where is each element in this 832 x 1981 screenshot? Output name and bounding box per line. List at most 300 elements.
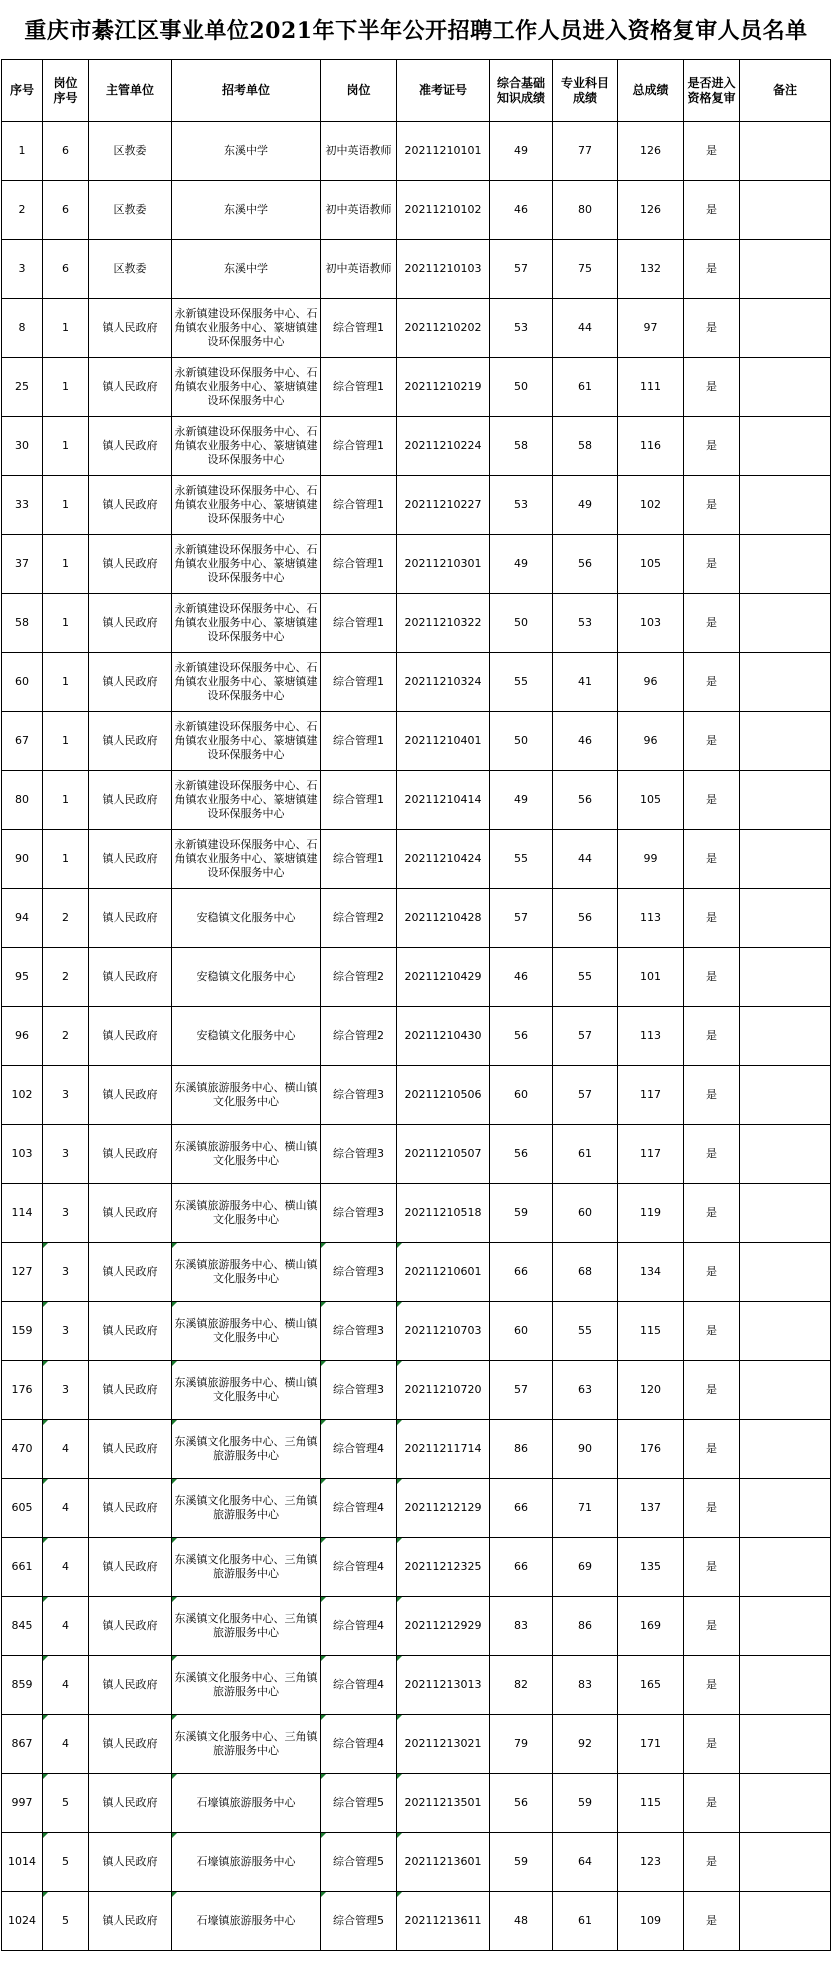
cell-dept: 镇人民政府 bbox=[89, 830, 172, 889]
cell-no: 1014 bbox=[2, 1833, 43, 1892]
cell-note bbox=[740, 1184, 831, 1243]
cell-unit: 永新镇建设环保服务中心、石角镇农业服务中心、篆塘镇建设环保服务中心 bbox=[172, 417, 321, 476]
cell-ticket: 20211210414 bbox=[397, 771, 490, 830]
cell-ticket: 20211210102 bbox=[397, 181, 490, 240]
cell-basic-score: 50 bbox=[490, 712, 553, 771]
cell-ticket: 20211210601 bbox=[397, 1243, 490, 1302]
cell-note bbox=[740, 1007, 831, 1066]
cell-post-no: 3 bbox=[43, 1361, 89, 1420]
cell-review: 是 bbox=[684, 1184, 740, 1243]
cell-note bbox=[740, 1302, 831, 1361]
cell-ticket: 20211213601 bbox=[397, 1833, 490, 1892]
header-line: 招考单位 bbox=[221, 83, 270, 97]
cell-review: 是 bbox=[684, 653, 740, 712]
cell-post-no: 6 bbox=[43, 122, 89, 181]
cell-note bbox=[740, 948, 831, 1007]
cell-prof-score: 61 bbox=[553, 1125, 618, 1184]
cell-review: 是 bbox=[684, 1007, 740, 1066]
cell-review: 是 bbox=[684, 1125, 740, 1184]
cell-basic-score: 86 bbox=[490, 1420, 553, 1479]
cell-ticket: 20211212325 bbox=[397, 1538, 490, 1597]
cell-total-score: 126 bbox=[618, 181, 684, 240]
cell-total-score: 96 bbox=[618, 712, 684, 771]
header-row bbox=[2, 60, 831, 122]
table-row bbox=[2, 889, 831, 948]
cell-dept: 镇人民政府 bbox=[89, 1479, 172, 1538]
table-row bbox=[2, 1007, 831, 1066]
cell-total-score: 176 bbox=[618, 1420, 684, 1479]
cell-ticket: 20211210428 bbox=[397, 889, 490, 948]
cell-total-score: 111 bbox=[618, 358, 684, 417]
cell-no: 867 bbox=[2, 1715, 43, 1774]
cell-ticket: 20211210227 bbox=[397, 476, 490, 535]
cell-total-score: 101 bbox=[618, 948, 684, 1007]
cell-note bbox=[740, 1066, 831, 1125]
cell-position: 综合管理5 bbox=[321, 1892, 397, 1951]
cell-basic-score: 55 bbox=[490, 830, 553, 889]
table-row bbox=[2, 1597, 831, 1656]
cell-unit: 永新镇建设环保服务中心、石角镇农业服务中心、篆塘镇建设环保服务中心 bbox=[172, 771, 321, 830]
cell-review: 是 bbox=[684, 712, 740, 771]
cell-dept: 区教委 bbox=[89, 240, 172, 299]
cell-review: 是 bbox=[684, 1656, 740, 1715]
cell-no: 58 bbox=[2, 594, 43, 653]
cell-basic-score: 50 bbox=[490, 358, 553, 417]
cell-unit: 永新镇建设环保服务中心、石角镇农业服务中心、篆塘镇建设环保服务中心 bbox=[172, 299, 321, 358]
col-header-no bbox=[2, 60, 43, 122]
cell-position: 综合管理3 bbox=[321, 1066, 397, 1125]
cell-position: 综合管理1 bbox=[321, 299, 397, 358]
cell-post-no: 4 bbox=[43, 1715, 89, 1774]
cell-no: 37 bbox=[2, 535, 43, 594]
cell-ticket: 20211210429 bbox=[397, 948, 490, 1007]
cell-ticket: 20211210703 bbox=[397, 1302, 490, 1361]
cell-ticket: 20211210103 bbox=[397, 240, 490, 299]
cell-post-no: 3 bbox=[43, 1302, 89, 1361]
cell-review: 是 bbox=[684, 1597, 740, 1656]
table-row bbox=[2, 417, 831, 476]
header-line: 知识成绩 bbox=[496, 90, 545, 105]
cell-unit: 永新镇建设环保服务中心、石角镇农业服务中心、篆塘镇建设环保服务中心 bbox=[172, 594, 321, 653]
table-row bbox=[2, 1420, 831, 1479]
table-row bbox=[2, 1066, 831, 1125]
cell-prof-score: 41 bbox=[553, 653, 618, 712]
cell-prof-score: 61 bbox=[553, 1892, 618, 1951]
cell-total-score: 96 bbox=[618, 653, 684, 712]
cell-dept: 镇人民政府 bbox=[89, 1302, 172, 1361]
cell-position: 综合管理4 bbox=[321, 1656, 397, 1715]
cell-post-no: 3 bbox=[43, 1184, 89, 1243]
cell-position: 综合管理1 bbox=[321, 535, 397, 594]
cell-position: 综合管理4 bbox=[321, 1597, 397, 1656]
table-row bbox=[2, 653, 831, 712]
col-header-prof-score bbox=[553, 60, 618, 122]
cell-prof-score: 83 bbox=[553, 1656, 618, 1715]
cell-basic-score: 60 bbox=[490, 1066, 553, 1125]
cell-total-score: 116 bbox=[618, 417, 684, 476]
cell-prof-score: 75 bbox=[553, 240, 618, 299]
cell-dept: 镇人民政府 bbox=[89, 1184, 172, 1243]
cell-post-no: 4 bbox=[43, 1538, 89, 1597]
header-line: 综合基础 bbox=[496, 75, 545, 90]
cell-dept: 镇人民政府 bbox=[89, 1125, 172, 1184]
header-line: 是否进入 bbox=[687, 75, 736, 90]
cell-prof-score: 92 bbox=[553, 1715, 618, 1774]
cell-no: 30 bbox=[2, 417, 43, 476]
cell-basic-score: 56 bbox=[490, 1774, 553, 1833]
table-row bbox=[2, 299, 831, 358]
cell-position: 综合管理2 bbox=[321, 889, 397, 948]
cell-total-score: 117 bbox=[618, 1125, 684, 1184]
cell-unit: 东溪镇文化服务中心、三角镇旅游服务中心 bbox=[172, 1597, 321, 1656]
cell-ticket: 20211210202 bbox=[397, 299, 490, 358]
table-row bbox=[2, 771, 831, 830]
cell-no: 2 bbox=[2, 181, 43, 240]
cell-post-no: 1 bbox=[43, 535, 89, 594]
cell-post-no: 1 bbox=[43, 417, 89, 476]
cell-total-score: 132 bbox=[618, 240, 684, 299]
cell-prof-score: 55 bbox=[553, 948, 618, 1007]
table-row bbox=[2, 181, 831, 240]
cell-basic-score: 79 bbox=[490, 1715, 553, 1774]
cell-note bbox=[740, 653, 831, 712]
cell-basic-score: 53 bbox=[490, 299, 553, 358]
table-row bbox=[2, 240, 831, 299]
cell-note bbox=[740, 240, 831, 299]
cell-total-score: 135 bbox=[618, 1538, 684, 1597]
cell-position: 综合管理1 bbox=[321, 358, 397, 417]
table-row bbox=[2, 1538, 831, 1597]
cell-unit: 安稳镇文化服务中心 bbox=[172, 1007, 321, 1066]
cell-prof-score: 56 bbox=[553, 771, 618, 830]
cell-position: 综合管理4 bbox=[321, 1479, 397, 1538]
cell-ticket: 20211210506 bbox=[397, 1066, 490, 1125]
table-header bbox=[2, 60, 831, 122]
cell-review: 是 bbox=[684, 1479, 740, 1538]
cell-unit: 东溪镇文化服务中心、三角镇旅游服务中心 bbox=[172, 1479, 321, 1538]
col-header-note bbox=[740, 60, 831, 122]
table-row bbox=[2, 1833, 831, 1892]
table-row bbox=[2, 476, 831, 535]
cell-ticket: 20211210720 bbox=[397, 1361, 490, 1420]
header-line: 岗位 bbox=[53, 75, 78, 90]
cell-unit: 东溪镇文化服务中心、三角镇旅游服务中心 bbox=[172, 1420, 321, 1479]
cell-review: 是 bbox=[684, 1833, 740, 1892]
cell-note bbox=[740, 1892, 831, 1951]
cell-basic-score: 49 bbox=[490, 771, 553, 830]
col-header-position bbox=[321, 60, 397, 122]
cell-dept: 镇人民政府 bbox=[89, 1774, 172, 1833]
cell-note bbox=[740, 122, 831, 181]
cell-post-no: 1 bbox=[43, 712, 89, 771]
cell-no: 605 bbox=[2, 1479, 43, 1538]
cell-post-no: 5 bbox=[43, 1892, 89, 1951]
cell-post-no: 5 bbox=[43, 1774, 89, 1833]
cell-ticket: 20211210401 bbox=[397, 712, 490, 771]
cell-review: 是 bbox=[684, 476, 740, 535]
cell-unit: 石壕镇旅游服务中心 bbox=[172, 1892, 321, 1951]
cell-post-no: 4 bbox=[43, 1597, 89, 1656]
table-row bbox=[2, 1892, 831, 1951]
cell-dept: 镇人民政府 bbox=[89, 771, 172, 830]
cell-total-score: 115 bbox=[618, 1302, 684, 1361]
cell-position: 综合管理5 bbox=[321, 1774, 397, 1833]
header-line: 准考证号 bbox=[418, 83, 467, 97]
cell-no: 470 bbox=[2, 1420, 43, 1479]
cell-basic-score: 55 bbox=[490, 653, 553, 712]
cell-no: 90 bbox=[2, 830, 43, 889]
cell-position: 综合管理2 bbox=[321, 948, 397, 1007]
cell-position: 综合管理3 bbox=[321, 1184, 397, 1243]
cell-dept: 镇人民政府 bbox=[89, 653, 172, 712]
cell-unit: 东溪镇旅游服务中心、横山镇文化服务中心 bbox=[172, 1184, 321, 1243]
document-title: 重庆市綦江区事业单位2021年下半年公开招聘工作人员进入资格复审人员名单 bbox=[24, 17, 808, 44]
cell-total-score: 123 bbox=[618, 1833, 684, 1892]
cell-ticket: 20211213611 bbox=[397, 1892, 490, 1951]
cell-no: 3 bbox=[2, 240, 43, 299]
cell-ticket: 20211210224 bbox=[397, 417, 490, 476]
cell-ticket: 20211213013 bbox=[397, 1656, 490, 1715]
table-body bbox=[2, 122, 831, 1951]
cell-prof-score: 55 bbox=[553, 1302, 618, 1361]
cell-basic-score: 57 bbox=[490, 889, 553, 948]
table-row bbox=[2, 535, 831, 594]
cell-review: 是 bbox=[684, 417, 740, 476]
cell-no: 80 bbox=[2, 771, 43, 830]
cell-prof-score: 86 bbox=[553, 1597, 618, 1656]
header-line: 岗位 bbox=[346, 83, 371, 97]
cell-ticket: 20211210101 bbox=[397, 122, 490, 181]
cell-unit: 安稳镇文化服务中心 bbox=[172, 948, 321, 1007]
cell-position: 综合管理5 bbox=[321, 1833, 397, 1892]
cell-total-score: 105 bbox=[618, 771, 684, 830]
cell-position: 综合管理2 bbox=[321, 1007, 397, 1066]
cell-no: 8 bbox=[2, 299, 43, 358]
cell-no: 67 bbox=[2, 712, 43, 771]
cell-basic-score: 50 bbox=[490, 594, 553, 653]
cell-position: 初中英语教师 bbox=[321, 181, 397, 240]
cell-ticket: 20211211714 bbox=[397, 1420, 490, 1479]
cell-total-score: 97 bbox=[618, 299, 684, 358]
cell-basic-score: 46 bbox=[490, 948, 553, 1007]
cell-no: 102 bbox=[2, 1066, 43, 1125]
cell-basic-score: 48 bbox=[490, 1892, 553, 1951]
cell-note bbox=[740, 1774, 831, 1833]
col-header-unit bbox=[172, 60, 321, 122]
table-row bbox=[2, 1302, 831, 1361]
cell-no: 845 bbox=[2, 1597, 43, 1656]
cell-unit: 东溪镇旅游服务中心、横山镇文化服务中心 bbox=[172, 1302, 321, 1361]
cell-post-no: 3 bbox=[43, 1125, 89, 1184]
cell-ticket: 20211210430 bbox=[397, 1007, 490, 1066]
cell-dept: 镇人民政府 bbox=[89, 1892, 172, 1951]
table-row bbox=[2, 948, 831, 1007]
cell-prof-score: 63 bbox=[553, 1361, 618, 1420]
cell-unit: 石壕镇旅游服务中心 bbox=[172, 1774, 321, 1833]
cell-prof-score: 58 bbox=[553, 417, 618, 476]
cell-post-no: 2 bbox=[43, 1007, 89, 1066]
cell-position: 初中英语教师 bbox=[321, 240, 397, 299]
cell-post-no: 1 bbox=[43, 299, 89, 358]
cell-review: 是 bbox=[684, 889, 740, 948]
header-line: 专业科目 bbox=[560, 75, 609, 90]
cell-unit: 石壕镇旅游服务中心 bbox=[172, 1833, 321, 1892]
cell-post-no: 1 bbox=[43, 653, 89, 712]
cell-basic-score: 53 bbox=[490, 476, 553, 535]
cell-no: 114 bbox=[2, 1184, 43, 1243]
cell-unit: 东溪镇旅游服务中心、横山镇文化服务中心 bbox=[172, 1361, 321, 1420]
table-row bbox=[2, 1361, 831, 1420]
cell-prof-score: 56 bbox=[553, 535, 618, 594]
cell-unit: 东溪镇旅游服务中心、横山镇文化服务中心 bbox=[172, 1066, 321, 1125]
cell-unit: 东溪镇旅游服务中心、横山镇文化服务中心 bbox=[172, 1125, 321, 1184]
header-line: 序号 bbox=[53, 90, 78, 105]
table-row bbox=[2, 1715, 831, 1774]
cell-total-score: 126 bbox=[618, 122, 684, 181]
cell-dept: 镇人民政府 bbox=[89, 889, 172, 948]
cell-basic-score: 57 bbox=[490, 1361, 553, 1420]
cell-basic-score: 59 bbox=[490, 1184, 553, 1243]
cell-note bbox=[740, 181, 831, 240]
cell-no: 94 bbox=[2, 889, 43, 948]
cell-ticket: 20211210219 bbox=[397, 358, 490, 417]
cell-prof-score: 80 bbox=[553, 181, 618, 240]
cell-dept: 镇人民政府 bbox=[89, 1597, 172, 1656]
cell-review: 是 bbox=[684, 771, 740, 830]
cell-position: 综合管理1 bbox=[321, 712, 397, 771]
cell-note bbox=[740, 535, 831, 594]
cell-total-score: 99 bbox=[618, 830, 684, 889]
header-line: 成绩 bbox=[572, 90, 597, 105]
cell-no: 1 bbox=[2, 122, 43, 181]
cell-total-score: 165 bbox=[618, 1656, 684, 1715]
cell-prof-score: 57 bbox=[553, 1007, 618, 1066]
cell-review: 是 bbox=[684, 1774, 740, 1833]
cell-no: 95 bbox=[2, 948, 43, 1007]
col-header-ticket bbox=[397, 60, 490, 122]
header-line: 主管单位 bbox=[105, 83, 154, 97]
cell-dept: 区教委 bbox=[89, 122, 172, 181]
cell-ticket: 20211210324 bbox=[397, 653, 490, 712]
cell-no: 103 bbox=[2, 1125, 43, 1184]
cell-review: 是 bbox=[684, 1892, 740, 1951]
cell-dept: 镇人民政府 bbox=[89, 1420, 172, 1479]
cell-note bbox=[740, 1479, 831, 1538]
cell-dept: 镇人民政府 bbox=[89, 1715, 172, 1774]
cell-position: 综合管理4 bbox=[321, 1420, 397, 1479]
cell-note bbox=[740, 1125, 831, 1184]
cell-position: 综合管理3 bbox=[321, 1361, 397, 1420]
cell-post-no: 4 bbox=[43, 1420, 89, 1479]
cell-position: 综合管理1 bbox=[321, 830, 397, 889]
cell-prof-score: 60 bbox=[553, 1184, 618, 1243]
cell-note bbox=[740, 358, 831, 417]
cell-total-score: 113 bbox=[618, 889, 684, 948]
cell-basic-score: 83 bbox=[490, 1597, 553, 1656]
cell-total-score: 109 bbox=[618, 1892, 684, 1951]
cell-basic-score: 66 bbox=[490, 1479, 553, 1538]
cell-total-score: 119 bbox=[618, 1184, 684, 1243]
cell-note bbox=[740, 417, 831, 476]
cell-prof-score: 59 bbox=[553, 1774, 618, 1833]
cell-prof-score: 61 bbox=[553, 358, 618, 417]
cell-review: 是 bbox=[684, 1302, 740, 1361]
table-row bbox=[2, 122, 831, 181]
cell-no: 997 bbox=[2, 1774, 43, 1833]
cell-review: 是 bbox=[684, 1538, 740, 1597]
cell-unit: 东溪中学 bbox=[172, 122, 321, 181]
cell-dept: 镇人民政府 bbox=[89, 1066, 172, 1125]
col-header-basic-score bbox=[490, 60, 553, 122]
cell-review: 是 bbox=[684, 358, 740, 417]
table-row bbox=[2, 1243, 831, 1302]
cell-unit: 东溪镇文化服务中心、三角镇旅游服务中心 bbox=[172, 1715, 321, 1774]
cell-prof-score: 44 bbox=[553, 299, 618, 358]
cell-ticket: 20211210322 bbox=[397, 594, 490, 653]
cell-position: 综合管理4 bbox=[321, 1715, 397, 1774]
cell-basic-score: 59 bbox=[490, 1833, 553, 1892]
cell-unit: 东溪镇文化服务中心、三角镇旅游服务中心 bbox=[172, 1656, 321, 1715]
cell-review: 是 bbox=[684, 1361, 740, 1420]
cell-post-no: 6 bbox=[43, 181, 89, 240]
cell-note bbox=[740, 712, 831, 771]
cell-basic-score: 56 bbox=[490, 1007, 553, 1066]
cell-basic-score: 49 bbox=[490, 535, 553, 594]
cell-prof-score: 68 bbox=[553, 1243, 618, 1302]
cell-review: 是 bbox=[684, 181, 740, 240]
cell-unit: 东溪镇旅游服务中心、横山镇文化服务中心 bbox=[172, 1243, 321, 1302]
cell-dept: 镇人民政府 bbox=[89, 712, 172, 771]
cell-total-score: 134 bbox=[618, 1243, 684, 1302]
cell-position: 综合管理1 bbox=[321, 594, 397, 653]
table-row bbox=[2, 1774, 831, 1833]
table-row bbox=[2, 712, 831, 771]
cell-position: 综合管理1 bbox=[321, 417, 397, 476]
cell-note bbox=[740, 476, 831, 535]
table-row bbox=[2, 358, 831, 417]
cell-dept: 镇人民政府 bbox=[89, 476, 172, 535]
cell-dept: 镇人民政府 bbox=[89, 1538, 172, 1597]
cell-review: 是 bbox=[684, 1243, 740, 1302]
table-row bbox=[2, 1479, 831, 1538]
cell-ticket: 20211210507 bbox=[397, 1125, 490, 1184]
cell-post-no: 3 bbox=[43, 1066, 89, 1125]
table-row bbox=[2, 1125, 831, 1184]
cell-total-score: 171 bbox=[618, 1715, 684, 1774]
cell-note bbox=[740, 771, 831, 830]
cell-dept: 镇人民政府 bbox=[89, 1007, 172, 1066]
cell-total-score: 169 bbox=[618, 1597, 684, 1656]
cell-note bbox=[740, 830, 831, 889]
cell-total-score: 102 bbox=[618, 476, 684, 535]
cell-review: 是 bbox=[684, 535, 740, 594]
cell-no: 60 bbox=[2, 653, 43, 712]
cell-ticket: 20211213501 bbox=[397, 1774, 490, 1833]
cell-prof-score: 46 bbox=[553, 712, 618, 771]
table-row bbox=[2, 830, 831, 889]
cell-unit: 永新镇建设环保服务中心、石角镇农业服务中心、篆塘镇建设环保服务中心 bbox=[172, 358, 321, 417]
cell-post-no: 1 bbox=[43, 358, 89, 417]
cell-position: 综合管理3 bbox=[321, 1243, 397, 1302]
cell-note bbox=[740, 1361, 831, 1420]
cell-dept: 镇人民政府 bbox=[89, 1656, 172, 1715]
cell-review: 是 bbox=[684, 1066, 740, 1125]
cell-total-score: 115 bbox=[618, 1774, 684, 1833]
cell-basic-score: 58 bbox=[490, 417, 553, 476]
cell-total-score: 105 bbox=[618, 535, 684, 594]
cell-position: 综合管理3 bbox=[321, 1125, 397, 1184]
cell-no: 176 bbox=[2, 1361, 43, 1420]
